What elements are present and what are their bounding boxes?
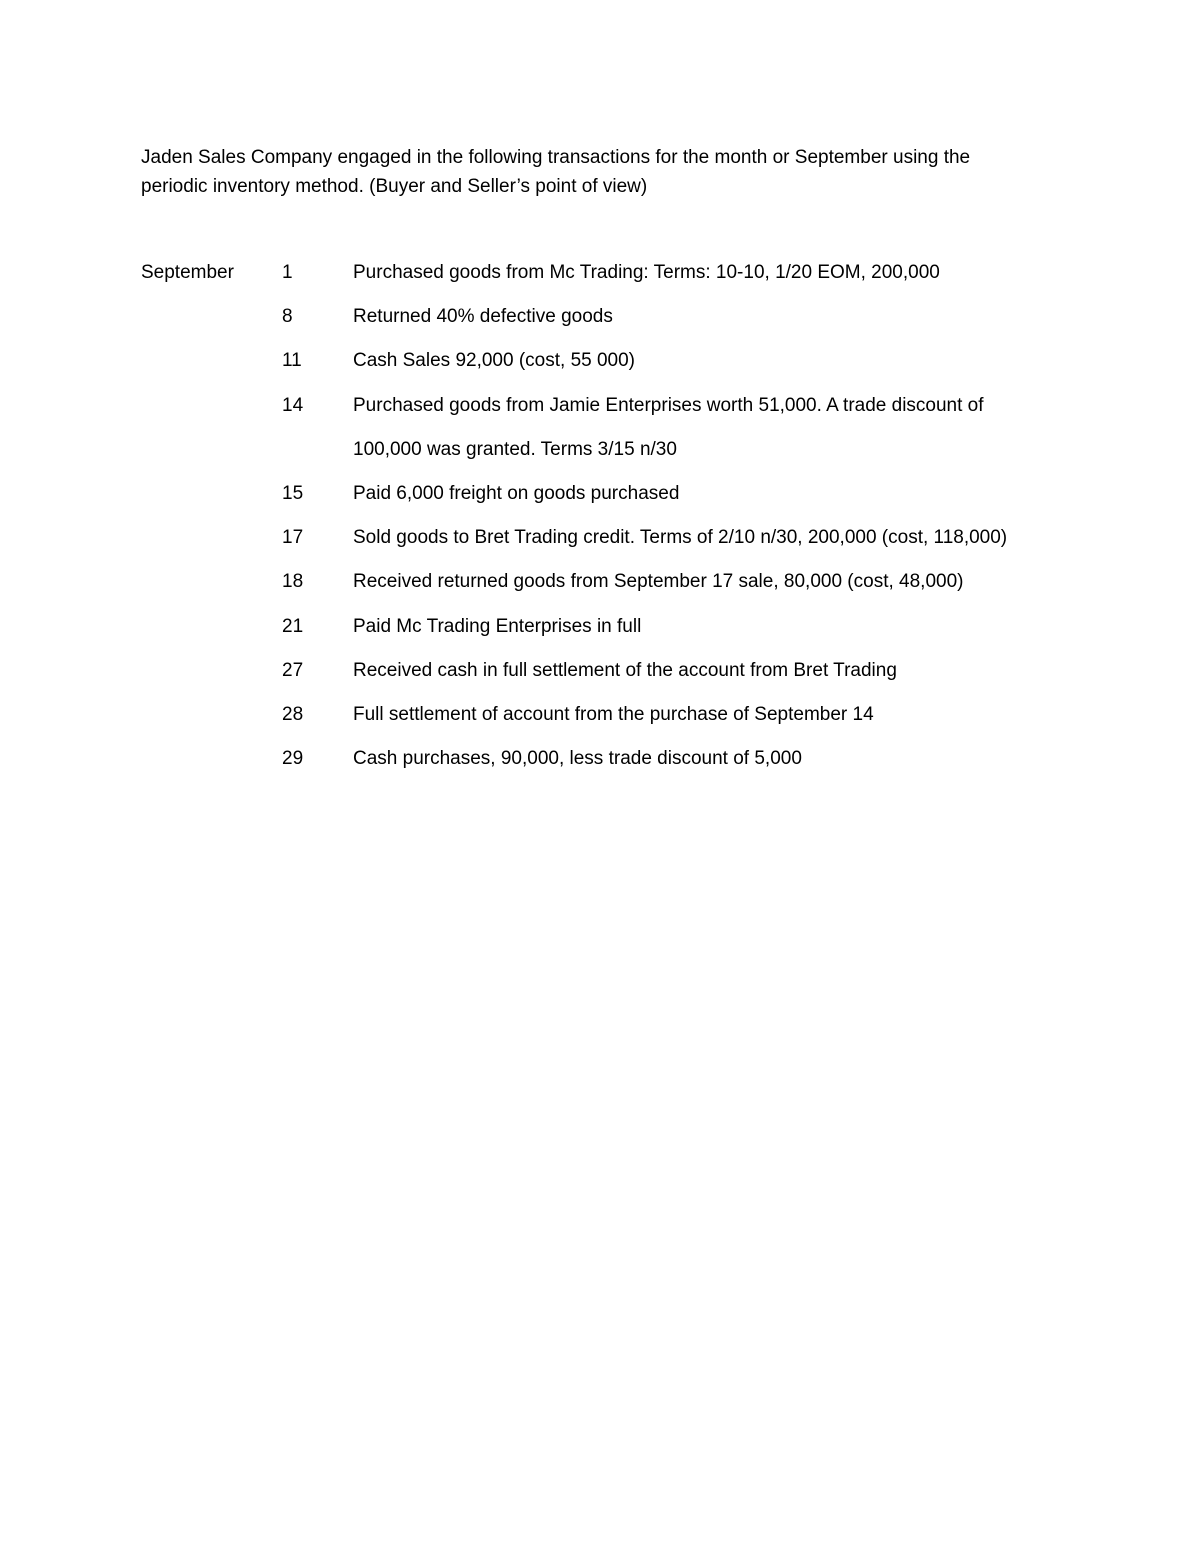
transaction-row [0,305,1200,349]
transaction-list [0,261,1200,791]
intro-line-2: periodic inventory method. (Buyer and Seller’s point of view) [141,176,648,197]
transaction-row [0,747,1200,791]
transaction-text: Sold goods to Bret Trading credit. Terms of 2/10 n/30, 200,000 (cost, 118,000) [353,527,1008,549]
transaction-row [0,394,1200,438]
transaction-row [0,570,1200,614]
transaction-text: Returned 40% defective goods [353,306,613,328]
transaction-day: 29 [282,748,304,770]
transaction-text: Full settlement of account from the purchase of September 14 [353,703,874,725]
transaction-day: 11 [282,350,302,372]
transaction-text: Received returned goods from September 17 sale, 80,000 (cost, 48,000) [353,571,964,593]
transaction-row [0,615,1200,659]
transaction-day: 28 [282,703,304,725]
month-label: September [141,262,234,283]
transaction-day: 18 [282,571,304,593]
transaction-row [0,526,1200,570]
transaction-day: 14 [282,394,304,416]
transaction-text: Paid Mc Trading Enterprises in full [353,615,642,637]
transaction-day: 1 [282,262,293,283]
intro-line-1: Jaden Sales Company engaged in the following transactions for the month or September using the [141,147,971,168]
transaction-day: 17 [282,527,304,549]
transaction-text: Paid 6,000 freight on goods purchased [353,482,680,504]
transaction-day: 8 [282,306,293,328]
transaction-row [0,659,1200,703]
transaction-row [0,703,1200,747]
transaction-text: Received cash in full settlement of the account from Bret Trading [353,659,897,681]
transaction-text: Purchased goods from Jamie Enterprises worth 51,000. A trade discount of [353,394,984,416]
transaction-continuation-row [0,438,1200,482]
transaction-text: 100,000 was granted. Terms 3/15 n/30 [353,438,677,460]
transaction-day: 15 [282,482,304,504]
transaction-row [0,349,1200,393]
transaction-row [0,261,1200,305]
transaction-day: 27 [282,659,304,681]
transaction-row [0,482,1200,526]
intro-paragraph [141,143,1041,201]
transaction-text: Cash purchases, 90,000, less trade discount of 5,000 [353,748,802,770]
transaction-day: 21 [282,615,304,637]
transaction-text: Cash Sales 92,000 (cost, 55 000) [353,350,636,372]
transaction-text: Purchased goods from Mc Trading: Terms: 10-10, 1/20 EOM, 200,000 [353,262,940,283]
